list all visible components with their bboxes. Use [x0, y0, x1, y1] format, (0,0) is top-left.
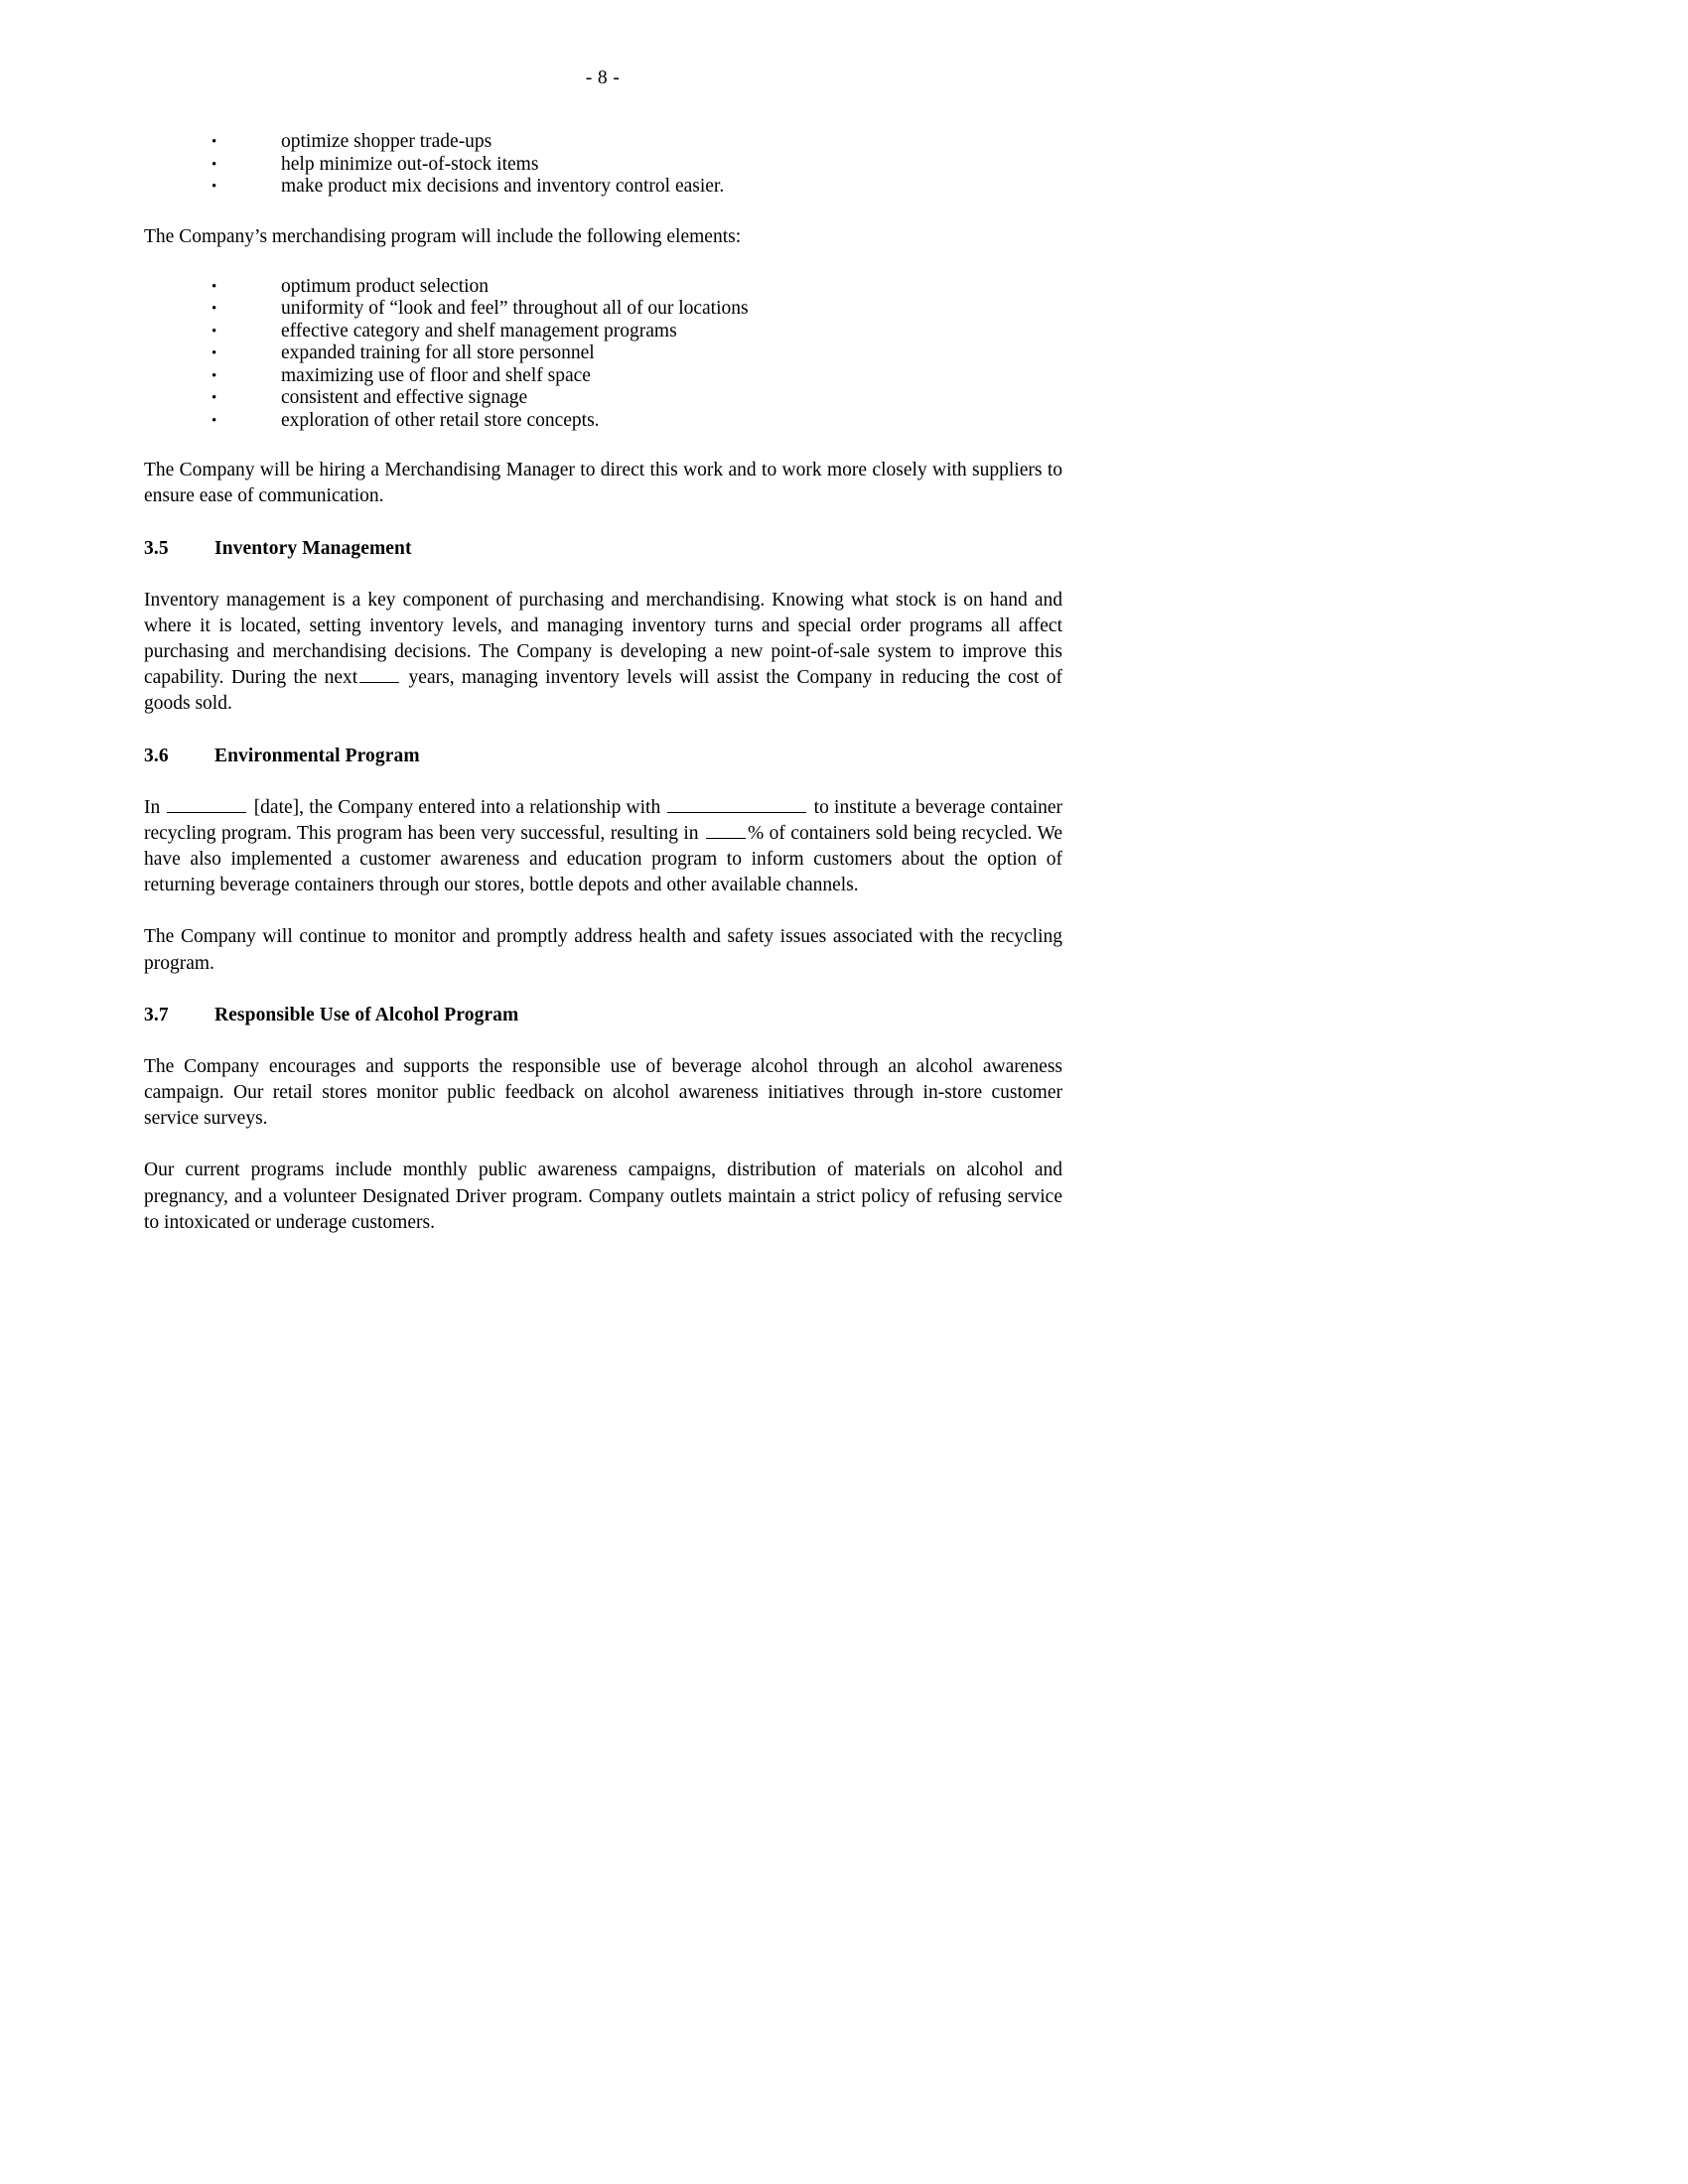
paragraph-current-programs: Our current programs include monthly public awareness campaigns, distribution of materials on alcohol and pregnancy, and a volunteer Designated Driver program. Company outlets maintain a strict policy of refusing service to intoxicated or underage customers.: [144, 1160, 1062, 1233]
list-item: [144, 298, 1062, 321]
spacer: [144, 769, 1062, 795]
spacer: [144, 1028, 1062, 1054]
fill-in-blank-percent: [706, 822, 746, 839]
paragraph-text-part-1: Inventory management is a key component of purchasing and merchandising. Knowing what stock is on hand and where it is located, setting inventory levels, and managing inventory turns and special order programs all affect purchasing and merchandising decisions. The Company is developing a new point-of-sale system to improve this capability. During the next: [144, 589, 1062, 689]
bullet-icon: •: [211, 156, 217, 173]
list-item-label: consistent and effective signage: [281, 387, 528, 409]
list-item: [144, 410, 1062, 433]
section-title: Inventory Management: [214, 537, 412, 559]
fill-in-blank-date: [167, 796, 246, 813]
list-item-label: uniformity of “look and feel” throughout all of our locations: [281, 298, 749, 320]
list-item-label: maximizing use of floor and shelf space: [281, 364, 591, 386]
list-item-label: effective category and shelf management programs: [281, 320, 677, 341]
paragraph-merchandising-intro: The Company’s merchandising program will include the following elements:: [144, 225, 742, 247]
bullet-list-merchandising-elements: [144, 276, 1062, 433]
list-item: [144, 342, 1062, 365]
page-number: - 8 -: [585, 68, 621, 88]
list-item-label: exploration of other retail store concepts.: [281, 409, 600, 431]
section-heading-3-6: [144, 744, 1062, 769]
list-item-label: optimize shopper trade-ups: [281, 131, 492, 152]
spacer: [144, 250, 1062, 276]
spacer: [144, 898, 1062, 924]
section-title: Responsible Use of Alcohol Program: [214, 1004, 519, 1025]
list-item: [144, 276, 1062, 299]
bullet-icon: •: [211, 390, 217, 407]
spacer: [144, 718, 1062, 744]
paragraph-text-part-2: years, managing inventory levels will assist the Company in reducing the cost of goods sold.: [144, 667, 1062, 715]
bullet-icon: •: [211, 278, 217, 295]
document-content: [144, 131, 1062, 1236]
section-number: 3.7: [144, 1004, 169, 1025]
list-item: [144, 321, 1062, 343]
list-item-label: expanded training for all store personnel: [281, 342, 595, 364]
section-number: 3.5: [144, 537, 169, 559]
spacer: [144, 977, 1062, 1003]
bullet-icon: •: [211, 412, 217, 429]
spacer: [144, 432, 1062, 458]
paragraph-recycling-monitoring: The Company will continue to monitor and promptly address health and safety issues associated with the recycling program.: [144, 926, 1062, 974]
list-item-label: make product mix decisions and inventory control easier.: [281, 176, 725, 197]
section-title: Environmental Program: [214, 745, 420, 766]
paragraph-text-part-4: % of containers sold being recycled. We have also implemented a customer awareness and education program to inform customers about the option of returning beverage containers through our stores, bottle depots and other available channels.: [144, 822, 1062, 896]
spacer: [144, 562, 1062, 588]
bullet-icon: •: [211, 323, 217, 340]
bullet-icon: •: [211, 345, 217, 362]
bullet-icon: •: [211, 134, 217, 150]
bullet-icon: •: [211, 301, 217, 318]
paragraph-alcohol-awareness: The Company encourages and supports the responsible use of beverage alcohol through an alcohol awareness campaign. Our retail stores monitor public feedback on alcohol awareness initiatives through in-store customer service surveys.: [144, 1055, 1062, 1130]
paragraph-text-part-1: In: [144, 796, 161, 818]
paragraph-text-part-3: to institute a beverage container recycling program. This program has been very successful, resulting in: [144, 796, 1063, 844]
spacer: [144, 510, 1062, 536]
list-item: [144, 154, 1062, 177]
section-number: 3.6: [144, 745, 169, 766]
paragraph-inventory-management: [144, 588, 1062, 718]
section-heading-3-5: [144, 536, 1062, 562]
list-item-label: help minimize out-of-stock items: [281, 153, 539, 175]
list-item: [144, 176, 1062, 199]
spacer: [144, 199, 1062, 224]
list-item: [144, 131, 1062, 154]
paragraph-merchandising-manager: The Company will be hiring a Merchandising Manager to direct this work and to work more closely with suppliers to ensure ease of communication.: [144, 460, 1062, 507]
fill-in-blank-years: [359, 666, 399, 683]
spacer: [144, 1132, 1062, 1158]
list-item-label: optimum product selection: [281, 275, 490, 297]
section-heading-3-7: [144, 1003, 1062, 1028]
list-item: [144, 365, 1062, 388]
fill-in-blank-partner: [667, 796, 806, 813]
bullet-icon: •: [211, 367, 217, 384]
paragraph-text-part-2: [date], the Company entered into a relationship with: [253, 796, 661, 818]
bullet-icon: •: [211, 179, 217, 195]
bullet-list-merchandising-benefits: [144, 131, 1062, 199]
list-item: [144, 387, 1062, 410]
paragraph-environmental-program: [144, 795, 1062, 899]
